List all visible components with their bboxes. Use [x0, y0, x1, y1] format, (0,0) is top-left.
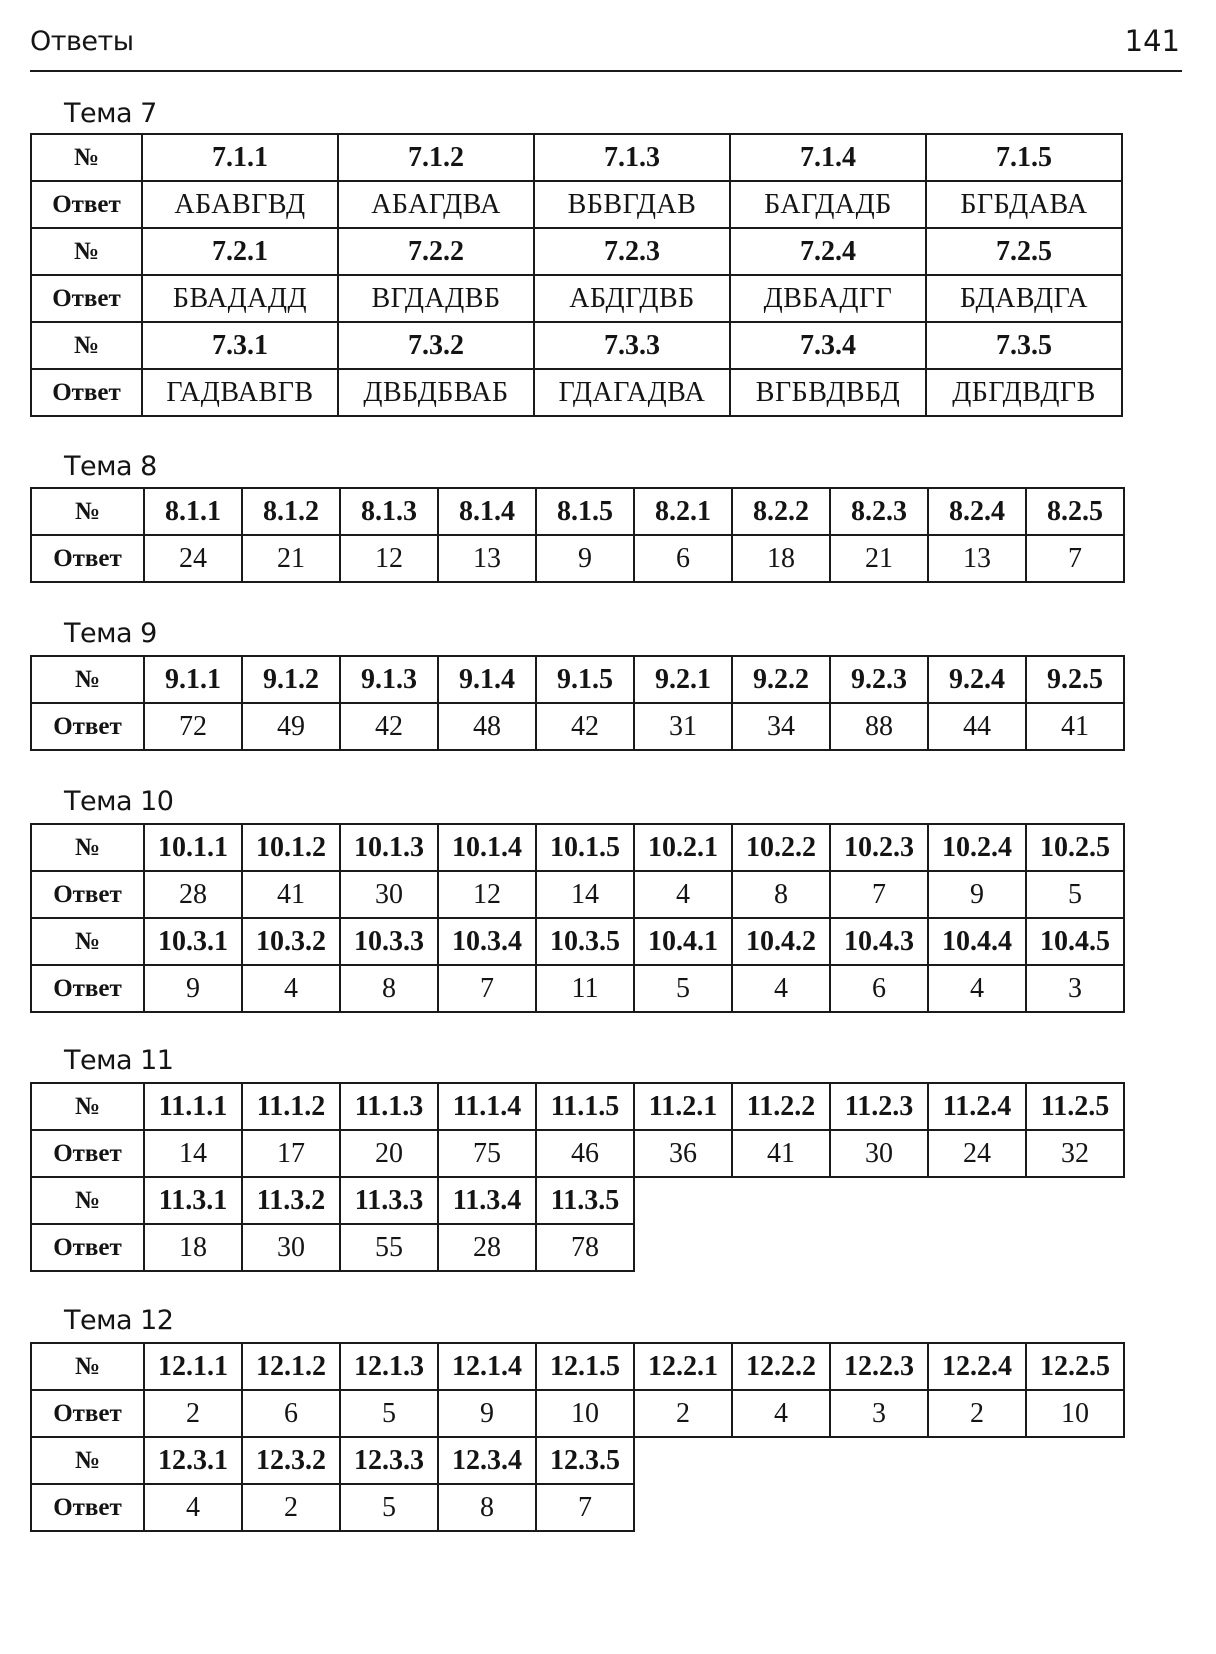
answer-row	[31, 965, 1124, 1012]
answer-cell: 2	[634, 1390, 732, 1437]
answer-cell: 4	[144, 1484, 242, 1531]
task-number-cell: 9.2.2	[732, 656, 830, 703]
answer-cell: ДВБДБВАБ	[338, 369, 534, 416]
task-number-cell: 10.2.3	[830, 824, 928, 871]
answer-cell: 41	[1026, 703, 1124, 750]
answer-cell: 9	[144, 965, 242, 1012]
number-label: №	[31, 322, 142, 369]
answer-cell: 18	[144, 1224, 242, 1271]
answer-cell: 7	[830, 871, 928, 918]
answer-cell: 3	[830, 1390, 928, 1437]
task-number-cell: 12.2.2	[732, 1343, 830, 1390]
task-number-cell: 12.3.4	[438, 1437, 536, 1484]
answer-cell: 4	[732, 1390, 830, 1437]
answer-cell: 4	[732, 965, 830, 1012]
answer-cell: БДАВДГА	[926, 275, 1122, 322]
task-number-row	[31, 228, 1122, 275]
answer-row	[31, 1484, 1124, 1531]
task-number-cell: 8.1.5	[536, 488, 634, 535]
answer-cell: БГБДАВА	[926, 181, 1122, 228]
answer-row	[31, 275, 1122, 322]
page-header	[30, 22, 1182, 72]
answer-cell: 7	[438, 965, 536, 1012]
answer-cell: 8	[732, 871, 830, 918]
task-number-cell: 12.2.1	[634, 1343, 732, 1390]
section-title: Тема 9	[64, 618, 157, 649]
answer-cell: 36	[634, 1130, 732, 1177]
answer-cell: 30	[242, 1224, 340, 1271]
answer-cell: 42	[340, 703, 438, 750]
task-number-cell: 9.2.5	[1026, 656, 1124, 703]
empty-cell	[928, 1177, 1026, 1224]
task-number-cell: 10.3.5	[536, 918, 634, 965]
answer-label: Ответ	[31, 535, 144, 582]
task-number-cell: 11.1.1	[144, 1083, 242, 1130]
answer-row	[31, 535, 1124, 582]
answer-cell: ВГБВДВБД	[730, 369, 926, 416]
answer-cell: 6	[242, 1390, 340, 1437]
task-number-cell: 7.1.2	[338, 134, 534, 181]
answer-cell: 5	[340, 1390, 438, 1437]
task-number-cell: 10.2.4	[928, 824, 1026, 871]
answers-table	[30, 823, 1125, 1013]
answer-row	[31, 703, 1124, 750]
answer-cell: 49	[242, 703, 340, 750]
answer-label: Ответ	[31, 703, 144, 750]
task-number-cell: 9.2.3	[830, 656, 928, 703]
task-number-cell: 10.1.1	[144, 824, 242, 871]
answer-label: Ответ	[31, 871, 144, 918]
empty-cell	[928, 1224, 1026, 1271]
task-number-cell: 11.1.4	[438, 1083, 536, 1130]
answer-cell: ВГДАДВБ	[338, 275, 534, 322]
answer-cell: 5	[634, 965, 732, 1012]
answer-cell: 12	[438, 871, 536, 918]
task-number-cell: 12.2.4	[928, 1343, 1026, 1390]
task-number-row	[31, 134, 1122, 181]
task-number-cell: 11.2.3	[830, 1083, 928, 1130]
task-number-cell: 10.2.2	[732, 824, 830, 871]
task-number-cell: 9.2.4	[928, 656, 1026, 703]
answer-label: Ответ	[31, 275, 142, 322]
answer-cell: 8	[438, 1484, 536, 1531]
task-number-cell: 7.2.1	[142, 228, 338, 275]
answer-cell: 24	[144, 535, 242, 582]
task-number-cell: 11.3.5	[536, 1177, 634, 1224]
answers-table	[30, 133, 1123, 417]
task-number-cell: 8.2.1	[634, 488, 732, 535]
task-number-cell: 12.1.4	[438, 1343, 536, 1390]
number-label: №	[31, 134, 142, 181]
task-number-cell: 11.1.5	[536, 1083, 634, 1130]
task-number-cell: 8.2.4	[928, 488, 1026, 535]
empty-cell	[928, 1437, 1026, 1484]
task-number-cell: 7.3.1	[142, 322, 338, 369]
answer-cell: 3	[1026, 965, 1124, 1012]
answer-cell: 5	[340, 1484, 438, 1531]
answer-label: Ответ	[31, 1130, 144, 1177]
section-title: Тема 12	[64, 1305, 174, 1336]
answer-cell: 13	[438, 535, 536, 582]
answer-cell: 14	[536, 871, 634, 918]
answer-cell: 34	[732, 703, 830, 750]
answer-cell: 2	[928, 1390, 1026, 1437]
task-number-cell: 10.1.3	[340, 824, 438, 871]
task-number-cell: 10.3.4	[438, 918, 536, 965]
empty-cell	[732, 1177, 830, 1224]
task-number-cell: 11.2.2	[732, 1083, 830, 1130]
task-number-cell: 7.3.3	[534, 322, 730, 369]
task-number-row	[31, 488, 1124, 535]
answer-row	[31, 181, 1122, 228]
answer-cell: 9	[438, 1390, 536, 1437]
task-number-cell: 8.2.5	[1026, 488, 1124, 535]
task-number-cell: 10.1.4	[438, 824, 536, 871]
answer-cell: 32	[1026, 1130, 1124, 1177]
empty-cell	[732, 1484, 830, 1531]
task-number-cell: 12.3.5	[536, 1437, 634, 1484]
answer-cell: 7	[536, 1484, 634, 1531]
task-number-cell: 10.2.1	[634, 824, 732, 871]
empty-cell	[634, 1437, 732, 1484]
answer-label: Ответ	[31, 181, 142, 228]
answer-cell: 48	[438, 703, 536, 750]
answer-cell: 9	[928, 871, 1026, 918]
answer-label: Ответ	[31, 1390, 144, 1437]
task-number-cell: 11.2.4	[928, 1083, 1026, 1130]
number-label: №	[31, 1437, 144, 1484]
answer-cell: 24	[928, 1130, 1026, 1177]
task-number-cell: 7.1.1	[142, 134, 338, 181]
empty-cell	[1026, 1484, 1124, 1531]
task-number-cell: 11.2.1	[634, 1083, 732, 1130]
answer-cell: 9	[536, 535, 634, 582]
empty-cell	[830, 1437, 928, 1484]
answer-cell: 41	[242, 871, 340, 918]
answer-cell: 13	[928, 535, 1026, 582]
answer-cell: ГДАГАДВА	[534, 369, 730, 416]
task-number-cell: 11.2.5	[1026, 1083, 1124, 1130]
answer-cell: 88	[830, 703, 928, 750]
answer-row	[31, 1130, 1124, 1177]
answer-cell: 4	[928, 965, 1026, 1012]
task-number-row	[31, 824, 1124, 871]
task-number-cell: 7.1.4	[730, 134, 926, 181]
task-number-row	[31, 1343, 1124, 1390]
answer-cell: 21	[830, 535, 928, 582]
answer-label: Ответ	[31, 369, 142, 416]
number-label: №	[31, 488, 144, 535]
task-number-cell: 12.2.3	[830, 1343, 928, 1390]
empty-cell	[732, 1437, 830, 1484]
number-label: №	[31, 656, 144, 703]
answer-cell: 17	[242, 1130, 340, 1177]
answer-cell: 72	[144, 703, 242, 750]
answer-cell: БАГДАДБ	[730, 181, 926, 228]
task-number-cell: 10.1.2	[242, 824, 340, 871]
answer-row	[31, 369, 1122, 416]
task-number-cell: 10.3.2	[242, 918, 340, 965]
task-number-cell: 10.4.3	[830, 918, 928, 965]
answer-cell: 41	[732, 1130, 830, 1177]
task-number-cell: 11.3.3	[340, 1177, 438, 1224]
task-number-cell: 10.4.5	[1026, 918, 1124, 965]
task-number-cell: 12.1.5	[536, 1343, 634, 1390]
task-number-row	[31, 322, 1122, 369]
section-title: Тема 8	[64, 451, 157, 482]
page-number: 141	[1124, 24, 1180, 58]
section-title: Тема 11	[64, 1045, 174, 1076]
number-label: №	[31, 1177, 144, 1224]
task-number-cell: 10.4.2	[732, 918, 830, 965]
answer-cell: 4	[634, 871, 732, 918]
task-number-cell: 7.2.5	[926, 228, 1122, 275]
task-number-cell: 11.1.3	[340, 1083, 438, 1130]
answer-cell: ДВБАДГГ	[730, 275, 926, 322]
answer-cell: 6	[830, 965, 928, 1012]
task-number-cell: 12.2.5	[1026, 1343, 1124, 1390]
empty-cell	[634, 1177, 732, 1224]
answer-cell: 6	[634, 535, 732, 582]
task-number-cell: 10.3.3	[340, 918, 438, 965]
answer-cell: 20	[340, 1130, 438, 1177]
answer-cell: 2	[144, 1390, 242, 1437]
answer-cell: 31	[634, 703, 732, 750]
section-title: Тема 10	[64, 786, 174, 817]
task-number-cell: 12.1.1	[144, 1343, 242, 1390]
task-number-cell: 12.3.1	[144, 1437, 242, 1484]
answer-cell: АБАГДВА	[338, 181, 534, 228]
answer-cell: 30	[830, 1130, 928, 1177]
task-number-cell: 8.2.2	[732, 488, 830, 535]
task-number-cell: 7.3.2	[338, 322, 534, 369]
answer-cell: 7	[1026, 535, 1124, 582]
task-number-row	[31, 656, 1124, 703]
task-number-cell: 9.1.5	[536, 656, 634, 703]
answers-table	[30, 1082, 1125, 1272]
answer-cell: 30	[340, 871, 438, 918]
answer-cell: 10	[1026, 1390, 1124, 1437]
answer-cell: 12	[340, 535, 438, 582]
answer-row	[31, 1390, 1124, 1437]
answer-cell: 42	[536, 703, 634, 750]
task-number-cell: 9.1.3	[340, 656, 438, 703]
task-number-cell: 8.2.3	[830, 488, 928, 535]
task-number-cell: 7.3.5	[926, 322, 1122, 369]
answer-cell: 10	[536, 1390, 634, 1437]
answer-cell: 46	[536, 1130, 634, 1177]
task-number-cell: 7.1.5	[926, 134, 1122, 181]
number-label: №	[31, 228, 142, 275]
task-number-cell: 10.3.1	[144, 918, 242, 965]
task-number-row	[31, 1083, 1124, 1130]
task-number-cell: 9.1.1	[144, 656, 242, 703]
answer-cell: 18	[732, 535, 830, 582]
task-number-cell: 11.1.2	[242, 1083, 340, 1130]
task-number-cell: 11.3.1	[144, 1177, 242, 1224]
empty-cell	[830, 1484, 928, 1531]
task-number-cell: 9.1.2	[242, 656, 340, 703]
empty-cell	[634, 1224, 732, 1271]
task-number-cell: 8.1.4	[438, 488, 536, 535]
task-number-cell: 12.1.3	[340, 1343, 438, 1390]
empty-cell	[732, 1224, 830, 1271]
task-number-cell: 12.1.2	[242, 1343, 340, 1390]
task-number-cell: 9.1.4	[438, 656, 536, 703]
answer-cell: 2	[242, 1484, 340, 1531]
task-number-cell: 10.4.4	[928, 918, 1026, 965]
task-number-cell: 10.1.5	[536, 824, 634, 871]
answer-cell: 75	[438, 1130, 536, 1177]
empty-cell	[928, 1484, 1026, 1531]
answer-cell: БВАДАДД	[142, 275, 338, 322]
answer-cell: 5	[1026, 871, 1124, 918]
answer-cell: 14	[144, 1130, 242, 1177]
task-number-cell: 10.4.1	[634, 918, 732, 965]
empty-cell	[1026, 1177, 1124, 1224]
answer-cell: 11	[536, 965, 634, 1012]
answer-cell: ДБГДВДГВ	[926, 369, 1122, 416]
task-number-cell: 7.2.4	[730, 228, 926, 275]
task-number-cell: 8.1.2	[242, 488, 340, 535]
task-number-cell: 8.1.3	[340, 488, 438, 535]
answer-cell: 21	[242, 535, 340, 582]
answer-cell: АБДГДВБ	[534, 275, 730, 322]
answer-cell: 8	[340, 965, 438, 1012]
answer-label: Ответ	[31, 1484, 144, 1531]
task-number-row	[31, 1177, 1124, 1224]
answer-label: Ответ	[31, 1224, 144, 1271]
task-number-cell: 9.2.1	[634, 656, 732, 703]
task-number-cell: 11.3.4	[438, 1177, 536, 1224]
number-label: №	[31, 918, 144, 965]
task-number-cell: 7.2.2	[338, 228, 534, 275]
empty-cell	[1026, 1224, 1124, 1271]
task-number-cell: 7.1.3	[534, 134, 730, 181]
task-number-row	[31, 918, 1124, 965]
number-label: №	[31, 1343, 144, 1390]
answers-table	[30, 1342, 1125, 1532]
task-number-cell: 12.3.3	[340, 1437, 438, 1484]
empty-cell	[830, 1224, 928, 1271]
answer-cell: ВБВГДАВ	[534, 181, 730, 228]
answer-cell: 4	[242, 965, 340, 1012]
page-title: Ответы	[30, 26, 134, 57]
number-label: №	[31, 1083, 144, 1130]
answer-cell: 28	[144, 871, 242, 918]
answers-table	[30, 487, 1125, 583]
empty-cell	[634, 1484, 732, 1531]
number-label: №	[31, 824, 144, 871]
empty-cell	[1026, 1437, 1124, 1484]
section-title: Тема 7	[64, 98, 157, 129]
answer-cell: 78	[536, 1224, 634, 1271]
task-number-cell: 11.3.2	[242, 1177, 340, 1224]
task-number-row	[31, 1437, 1124, 1484]
answer-row	[31, 871, 1124, 918]
task-number-cell: 7.2.3	[534, 228, 730, 275]
answer-label: Ответ	[31, 965, 144, 1012]
answer-cell: ГАДВАВГВ	[142, 369, 338, 416]
answer-cell: АБАВГВД	[142, 181, 338, 228]
task-number-cell: 8.1.1	[144, 488, 242, 535]
answer-cell: 28	[438, 1224, 536, 1271]
answers-table	[30, 655, 1125, 751]
task-number-cell: 7.3.4	[730, 322, 926, 369]
answer-cell: 55	[340, 1224, 438, 1271]
task-number-cell: 12.3.2	[242, 1437, 340, 1484]
empty-cell	[830, 1177, 928, 1224]
task-number-cell: 10.2.5	[1026, 824, 1124, 871]
answer-row	[31, 1224, 1124, 1271]
answer-cell: 44	[928, 703, 1026, 750]
